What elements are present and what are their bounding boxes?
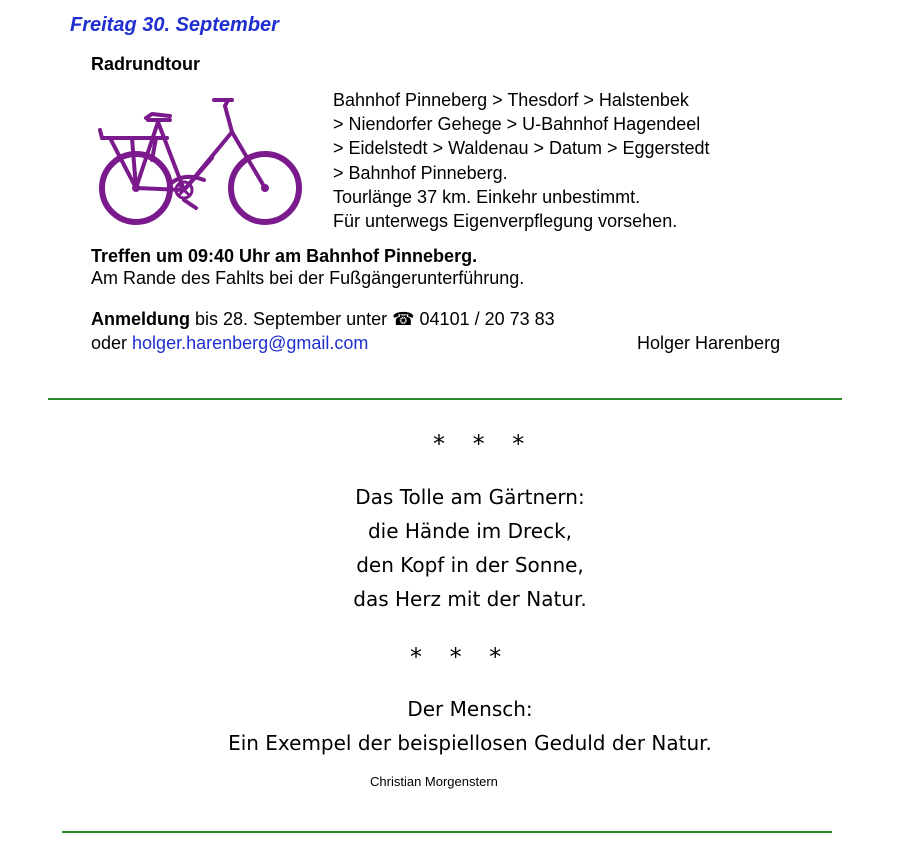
registration-label: Anmeldung xyxy=(91,309,190,329)
registration-text: bis 28. September unter ☎ 04101 / 20 73 83 xyxy=(190,309,555,329)
quote-author: Christian Morgenstern xyxy=(370,774,498,789)
email-link[interactable]: holger.harenberg@gmail.com xyxy=(132,333,369,353)
meeting-time: Treffen um 09:40 Uhr am Bahnhof Pinneberg. xyxy=(91,246,478,266)
registration-or: oder xyxy=(91,333,133,353)
nature-quote xyxy=(170,692,770,760)
route-length: Tourlänge 37 km. Einkehr unbestimmt. xyxy=(333,186,641,207)
quote-line: die Hände im Dreck, xyxy=(367,519,573,543)
divider xyxy=(62,831,832,833)
quote-line: den Kopf in der Sonne, xyxy=(356,553,584,577)
bicycle-icon xyxy=(92,92,307,226)
route-line: > Eidelstedt > Waldenau > Datum > Eggerstedt xyxy=(333,138,710,159)
route-note: Für unterwegs Eigenverpflegung vorsehen. xyxy=(333,211,678,232)
quote-line: Ein Exempel der beispiellosen Geduld der Natur. xyxy=(228,731,712,755)
stars-separator: * * * xyxy=(410,643,512,671)
quote-line: Der Mensch: xyxy=(407,697,533,721)
organizer-name: Holger Harenberg xyxy=(637,333,781,353)
route-line: > Niendorfer Gehege > U-Bahnhof Hagendeel xyxy=(333,114,701,135)
route-line: > Bahnhof Pinneberg. xyxy=(333,162,508,183)
event-date: Freitag 30. September xyxy=(70,14,279,36)
registration-info xyxy=(91,307,555,355)
quote-line: das Herz mit der Natur. xyxy=(353,587,587,611)
meeting-location: Am Rande des Fahlts bei der Fußgängerunterführung. xyxy=(91,268,525,288)
meeting-info xyxy=(91,245,524,289)
divider xyxy=(48,398,842,400)
quote-line: Das Tolle am Gärtnern: xyxy=(355,485,585,509)
gardening-quote xyxy=(290,480,650,616)
stars-separator: * * * xyxy=(433,430,535,458)
route-line: Bahnhof Pinneberg > Thesdorf > Halstenbek xyxy=(333,90,689,110)
route-description xyxy=(333,88,710,233)
event-title: Radrundtour xyxy=(91,54,200,74)
